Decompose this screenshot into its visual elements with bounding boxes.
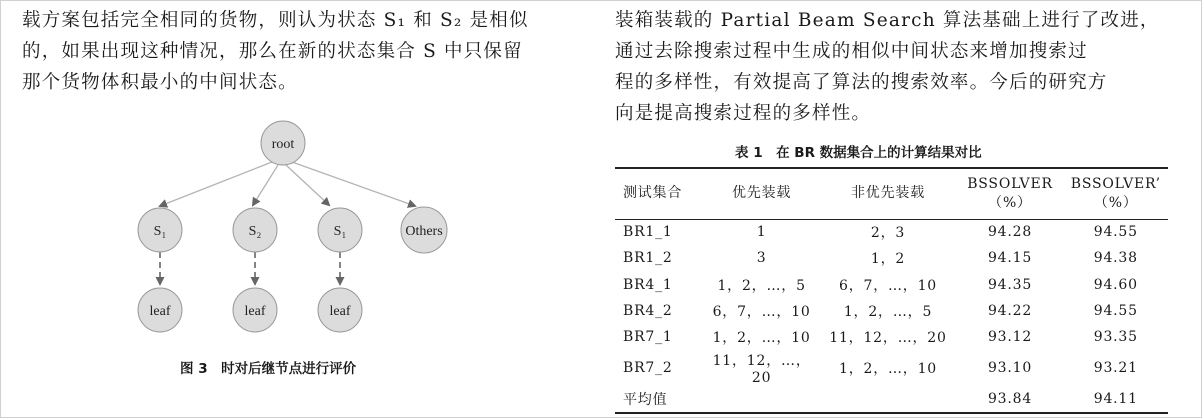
table-row <box>615 298 1168 324</box>
child-node-others <box>401 207 447 253</box>
root-node <box>261 121 305 165</box>
table-cell: 93.84 <box>987 391 1033 408</box>
table-cell: 94.28 <box>987 224 1033 241</box>
table-cell <box>704 386 820 412</box>
table-cell: 94.38 <box>1093 250 1138 267</box>
table-row <box>615 324 1168 350</box>
leaf-label: leaf <box>329 304 351 319</box>
tree-edge <box>292 162 415 206</box>
table-cell: 11，12，…，20 <box>829 330 947 347</box>
table-cell: BR7_1 <box>623 329 673 346</box>
tree-edge <box>253 165 278 205</box>
table-cell: 1，2，…，10 <box>838 361 938 378</box>
table-cell: 6，7，…，10 <box>838 277 938 294</box>
child-label: Others <box>405 224 443 239</box>
table-cell: 1，2，…，10 <box>712 330 811 347</box>
text-line: 的，如果出现这种情况，那么在新的状态集合 S 中只保留 <box>22 41 523 62</box>
child-node-s1 <box>138 208 182 252</box>
tree-edges <box>160 162 415 284</box>
leaf-label: leaf <box>149 304 171 319</box>
table-cell: 93.21 <box>1093 360 1138 377</box>
table-cell: 94.22 <box>987 303 1033 320</box>
child-node-s2 <box>233 208 277 252</box>
table-cell: BR4_2 <box>623 303 673 320</box>
table-cell: 2，3 <box>870 225 906 242</box>
child-label: S₁ <box>333 224 347 239</box>
table-caption: 表 1 在 BR 数据集合上的计算结果对比 <box>735 145 982 161</box>
tree-nodes <box>138 121 447 332</box>
text-line: 载方案包括完全相同的货物，则认为状态 S₁ 和 S₂ 是相似 <box>22 10 529 31</box>
table-cell: 3 <box>756 250 767 267</box>
table-cell: 1，2，…，5 <box>717 277 806 294</box>
table-cell: 11，12，…，20 <box>712 353 811 387</box>
table-row <box>615 386 1168 412</box>
table-cell: 平均值 <box>623 392 668 409</box>
root-label: root <box>271 137 295 152</box>
table-row <box>615 272 1168 298</box>
table-header-row <box>615 168 1168 219</box>
table-body <box>615 219 1168 413</box>
table-cell: 1，2，…，5 <box>843 304 933 321</box>
results-table <box>615 167 1168 414</box>
text-line: 通过去除搜索过程中生成的相似中间状态来增加搜索过 <box>615 41 1088 62</box>
table-cell: BR1_2 <box>623 250 673 267</box>
leaf-node <box>318 288 362 332</box>
table-cell: 93.35 <box>1093 329 1138 346</box>
child-label: S₁ <box>153 224 167 239</box>
tree-edge <box>160 162 272 206</box>
leaf-label: leaf <box>244 304 266 319</box>
table-cell: 94.55 <box>1093 303 1138 320</box>
table-cell: 94.55 <box>1093 224 1138 241</box>
table-cell: 1，2 <box>870 251 906 268</box>
figure-caption: 图 3 时对后继节点进行评价 <box>180 361 357 377</box>
table-row <box>615 245 1168 271</box>
text-line: 那个货物体积最小的中间状态。 <box>22 72 298 93</box>
column-header-test-set: 测试集合 <box>623 185 683 202</box>
table-cell: BR7_2 <box>623 360 673 377</box>
child-node-s1-second <box>318 208 362 252</box>
table-cell: 94.11 <box>1093 391 1138 408</box>
column-header-bssolver-prime: BSSOLVER’ （%） <box>1070 175 1161 211</box>
table-cell: 94.15 <box>987 250 1033 267</box>
table-cell: BR1_1 <box>623 224 673 241</box>
table-row <box>615 219 1168 245</box>
tree-edge <box>286 165 329 205</box>
table-cell: 94.60 <box>1093 276 1138 293</box>
table-row <box>615 350 1168 386</box>
text-line: 程的多样性，有效提高了算法的搜索效率。今后的研究方 <box>615 72 1108 93</box>
search-tree-diagram <box>120 110 480 350</box>
table-cell: 93.12 <box>987 329 1033 346</box>
left-paragraph <box>22 5 582 98</box>
table-cell: 6，7，…，10 <box>712 304 811 321</box>
text-line: 向是提高搜索过程的多样性。 <box>615 103 872 124</box>
column-header-non-priority: 非优先装载 <box>851 185 925 202</box>
leaf-node <box>138 288 182 332</box>
table-cell <box>820 386 957 412</box>
table-cell: 1 <box>756 224 767 241</box>
table-cell: 93.10 <box>987 360 1033 377</box>
table-cell: BR4_1 <box>623 276 673 293</box>
right-paragraph <box>615 5 1185 129</box>
text-line: 装箱装载的 Partial Beam Search 算法基础上进行了改进， <box>615 10 1160 31</box>
child-label: S₂ <box>248 224 262 239</box>
table-cell: 94.35 <box>987 276 1033 293</box>
column-header-bssolver: BSSOLVER （%） <box>967 175 1053 211</box>
column-header-priority: 优先装载 <box>732 185 792 202</box>
leaf-node <box>233 288 277 332</box>
